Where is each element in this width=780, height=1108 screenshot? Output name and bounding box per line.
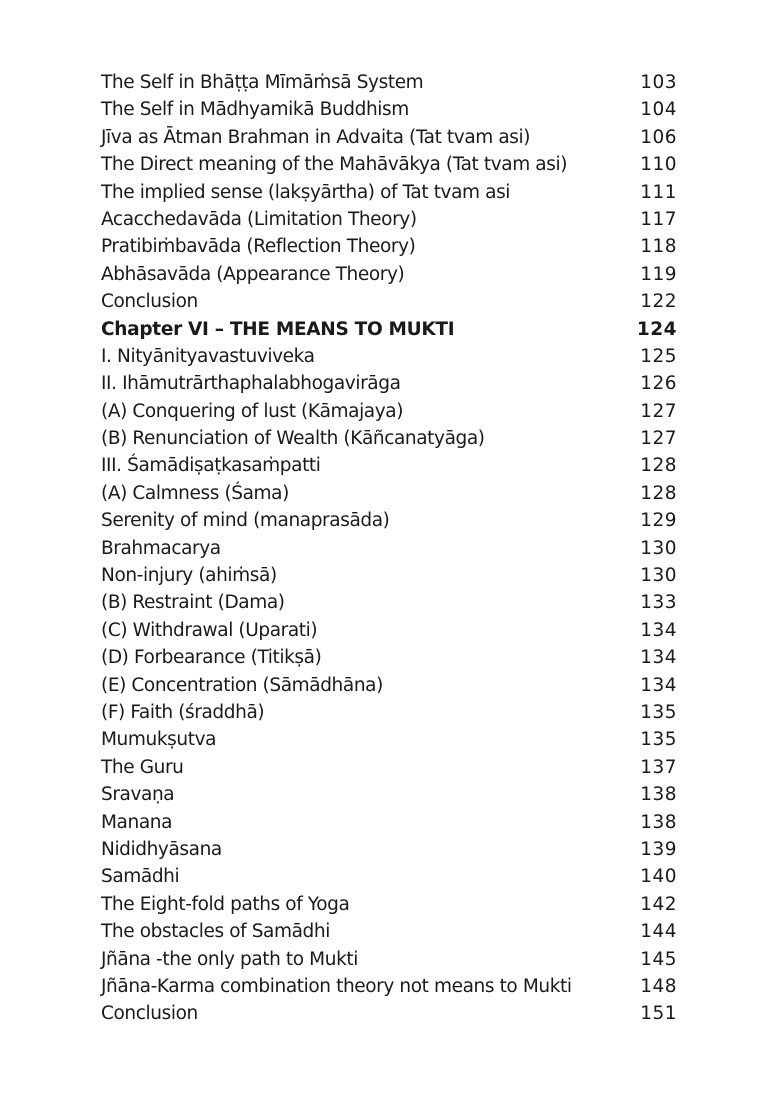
toc-entry-page-number: 117 — [640, 208, 677, 230]
toc-entry-page-number: 111 — [640, 181, 677, 203]
toc-entry-title: (C) Withdrawal (Uparati) — [101, 619, 318, 641]
toc-entry-title: (A) Conquering of lust (Kāmajaya) — [101, 400, 404, 422]
toc-entry-title: Samādhi — [101, 866, 180, 888]
toc-entry — [101, 757, 677, 784]
toc-entry-title: Conclusion — [101, 291, 198, 313]
toc-entry-page-number: 134 — [640, 647, 677, 669]
toc-entry — [101, 346, 677, 373]
toc-entry — [101, 647, 677, 674]
toc-entry — [101, 675, 677, 702]
toc-entry-page-number: 130 — [640, 565, 677, 587]
toc-entry-title: (B) Restraint (Dama) — [101, 592, 285, 614]
toc-entry — [101, 455, 677, 482]
toc-entry-title: Mumukṣutva — [101, 729, 217, 751]
toc-entry-page-number: 110 — [640, 154, 677, 176]
toc-entry-page-number: 138 — [640, 784, 677, 806]
toc-entry — [101, 949, 677, 976]
toc-entry-page-number: 148 — [640, 975, 677, 997]
toc-entry-page-number: 129 — [640, 510, 677, 532]
toc-entry-title: The Self in Bhāṭṭa Mīmāṁsā System — [101, 72, 424, 93]
toc-entry — [101, 264, 677, 291]
toc-entry-title: Nididhyāsana — [101, 838, 222, 860]
toc-entry — [101, 866, 677, 893]
toc-entry-title: The Eight-fold paths of Yoga — [101, 893, 350, 915]
toc-entry-page-number: 118 — [640, 236, 677, 258]
toc-entry-page-number: 135 — [640, 729, 677, 751]
toc-entry-title: (D) Forbearance (Titikṣā) — [101, 647, 322, 669]
toc-entry-page-number: 125 — [640, 345, 677, 367]
toc-entry-page-number: 145 — [640, 948, 677, 970]
toc-entry-title: The Direct meaning of the Mahāvākya (Tat tvam asi) — [101, 154, 568, 176]
toc-entry — [101, 565, 677, 592]
toc-entry — [101, 839, 677, 866]
toc-entry-title: The implied sense (lakṣyārtha) of Tat tvam asi — [101, 181, 511, 203]
toc-chapter-heading — [101, 319, 677, 346]
toc-entry-page-number: 128 — [640, 455, 677, 477]
toc-entry — [101, 510, 677, 537]
toc-entry-title: Jīva as Ātman Brahman in Advaita (Tat tvam asi) — [101, 126, 531, 148]
toc-entry — [101, 620, 677, 647]
toc-entry-page-number: 134 — [640, 619, 677, 641]
toc-entry-page-number: 127 — [640, 400, 677, 422]
toc-entry-page-number: 135 — [640, 701, 677, 723]
toc-entry-title: Chapter VI – THE MEANS TO MUKTI — [101, 318, 455, 340]
toc-entry-title: Jñāna -the only path to Mukti — [101, 948, 358, 970]
toc-entry — [101, 373, 677, 400]
toc-entry — [101, 729, 677, 756]
toc-entry-title: II. Ihāmutrārthaphalabhogavirāga — [101, 373, 401, 395]
toc-entry-page-number: 137 — [640, 756, 677, 778]
toc-entry-page-number: 104 — [640, 99, 677, 121]
toc-entry-page-number: 127 — [640, 428, 677, 450]
toc-entry-title: Brahmacarya — [101, 537, 221, 559]
toc-entry-page-number: 119 — [640, 263, 677, 285]
toc-entry-title: Non-injury (ahiṁsā) — [101, 565, 277, 587]
toc-entry-title: Manana — [101, 811, 173, 833]
toc-entry — [101, 209, 677, 236]
toc-entry-title: Sravaṇa — [101, 784, 175, 806]
toc-entry-title: Jñāna-Karma combination theory not means to Mukti — [101, 975, 572, 997]
toc-entry — [101, 99, 677, 126]
toc-entry-page-number: 128 — [640, 482, 677, 504]
toc-entry — [101, 236, 677, 263]
toc-entry-title: (B) Renunciation of Wealth (Kāñcanatyāga) — [101, 428, 485, 450]
toc-entry-page-number: 126 — [640, 373, 677, 395]
toc-entry — [101, 428, 677, 455]
toc-entry — [101, 72, 677, 99]
toc-entry-title: The Guru — [101, 756, 184, 778]
toc-entry-page-number: 140 — [640, 866, 677, 888]
toc-entry-title: Acacchedavāda (Limitation Theory) — [101, 208, 417, 230]
toc-entry — [101, 784, 677, 811]
toc-entry-page-number: 142 — [640, 893, 677, 915]
toc-entry-page-number: 124 — [636, 318, 677, 340]
toc-entry — [101, 894, 677, 921]
toc-entry-page-number: 134 — [640, 674, 677, 696]
toc-entry — [101, 1003, 677, 1030]
toc-entry-title: Abhāsavāda (Appearance Theory) — [101, 263, 405, 285]
toc-entry — [101, 702, 677, 729]
toc-entry-page-number: 138 — [640, 811, 677, 833]
toc-entry — [101, 154, 677, 181]
toc-entry-page-number: 133 — [640, 592, 677, 614]
toc-entry — [101, 127, 677, 154]
toc-entry-title: Pratibiṁbavāda (Reflection Theory) — [101, 236, 416, 258]
toc-entry-title: Serenity of mind (manaprasāda) — [101, 510, 390, 532]
toc-entry — [101, 182, 677, 209]
toc-entry-page-number: 122 — [640, 291, 677, 313]
toc-entry-title: I. Nityānityavastuviveka — [101, 345, 315, 367]
toc-entry-page-number: 144 — [640, 921, 677, 943]
toc-entry — [101, 921, 677, 948]
toc-entry-page-number: 130 — [640, 537, 677, 559]
toc-entry-page-number: 151 — [640, 1003, 677, 1025]
toc-entry-title: (E) Concentration (Sāmādhāna) — [101, 674, 383, 696]
toc-entry — [101, 483, 677, 510]
table-of-contents — [101, 72, 677, 1031]
toc-entry-title: The obstacles of Samādhi — [101, 921, 330, 943]
toc-entry-page-number: 139 — [640, 838, 677, 860]
toc-entry-title: III. Śamādiṣaṭkasaṁpatti — [101, 455, 321, 477]
toc-entry-title: (F) Faith (śraddhā) — [101, 701, 265, 723]
toc-entry — [101, 812, 677, 839]
toc-entry-page-number: 103 — [640, 72, 677, 93]
toc-entry-title: Conclusion — [101, 1003, 198, 1025]
toc-entry — [101, 401, 677, 428]
toc-entry — [101, 976, 677, 1003]
toc-entry-title: The Self in Mādhyamikā Buddhism — [101, 99, 409, 121]
toc-entry-page-number: 106 — [640, 126, 677, 148]
toc-entry — [101, 592, 677, 619]
toc-entry — [101, 538, 677, 565]
toc-entry-title: (A) Calmness (Śama) — [101, 482, 289, 504]
toc-entry — [101, 291, 677, 318]
